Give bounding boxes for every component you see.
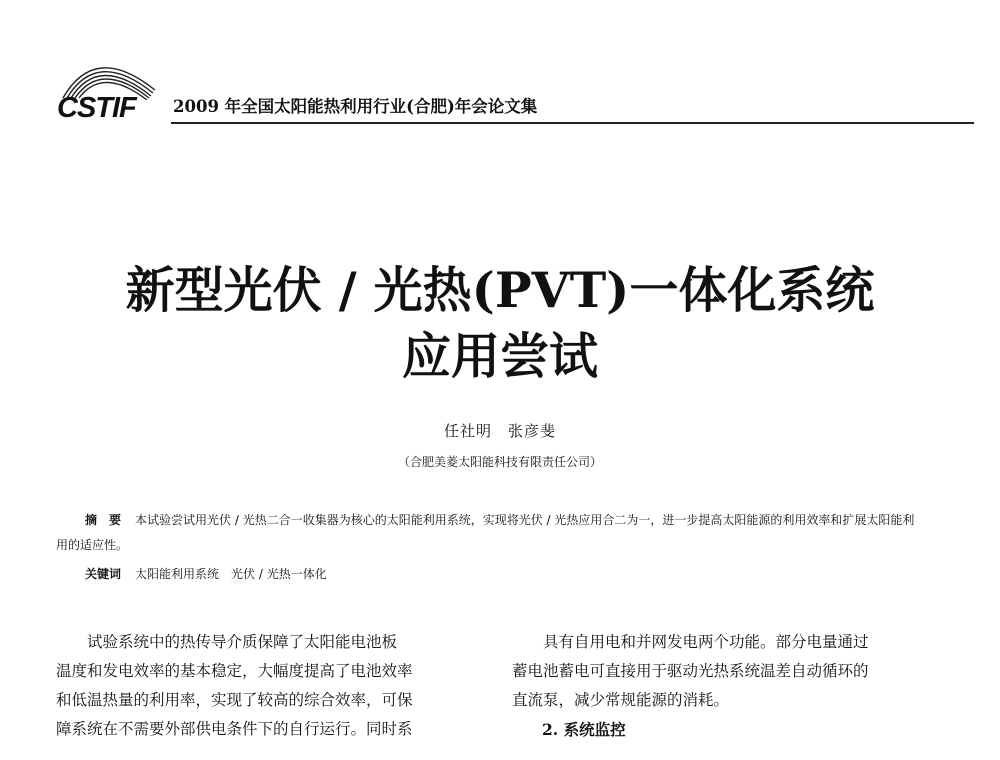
body-line: 具有自用电和并网发电两个功能。部分电量通过 [543, 633, 869, 651]
body-line: 试验系统中的热传导介质保障了太阳能电池板 [87, 633, 398, 651]
cstif-logo [55, 50, 165, 122]
paper-title-line-2: 应用尝试 [401, 327, 598, 385]
abstract-text: 本试验尝试用光伏 / 光热二合一收集器为核心的太阳能利用系统，实现将光伏 / 光热应用合二为一，进一步提高太阳能源的利用效率和扩展太阳能利用的适应性。 [56, 513, 915, 552]
body-line: 和低温热量的利用率，实现了较高的综合效率，可保 [56, 691, 413, 709]
authors: 任社明 张彦斐 [443, 422, 556, 440]
header-rule [171, 122, 974, 124]
body-line: 温度和发电效率的基本稳定，大幅度提高了电池效率 [56, 662, 413, 680]
keywords-text: 太阳能利用系统 光伏 / 光热一体化 [135, 567, 327, 581]
abstract-label: 摘 要 [85, 513, 122, 527]
body-line: 蓄电池蓄电可直接用于驱动光热系统温差自动循环的 [512, 662, 869, 680]
paper-title-line-1: 新型光伏 / 光热(PVT)一体化系统 [125, 261, 875, 319]
keywords-label: 关键词 [85, 567, 122, 581]
body-column-left [56, 628, 476, 744]
proceedings-title: 2009 年全国太阳能热利用行业(合肥)年会论文集 [173, 97, 538, 116]
abstract [56, 508, 918, 558]
section-heading: 2. 系统监控 [542, 720, 626, 739]
page-header [55, 50, 975, 130]
keywords [85, 565, 327, 582]
logo-text: CSTIF [57, 92, 136, 124]
body-line: 直流泵，减少常规能源的消耗。 [512, 691, 730, 709]
body-column-right [512, 628, 932, 744]
body-line: 障系统在不需要外部供电条件下的自行运行。同时系 [56, 720, 413, 738]
affiliation: （合肥美菱太阳能科技有限责任公司） [397, 455, 602, 469]
